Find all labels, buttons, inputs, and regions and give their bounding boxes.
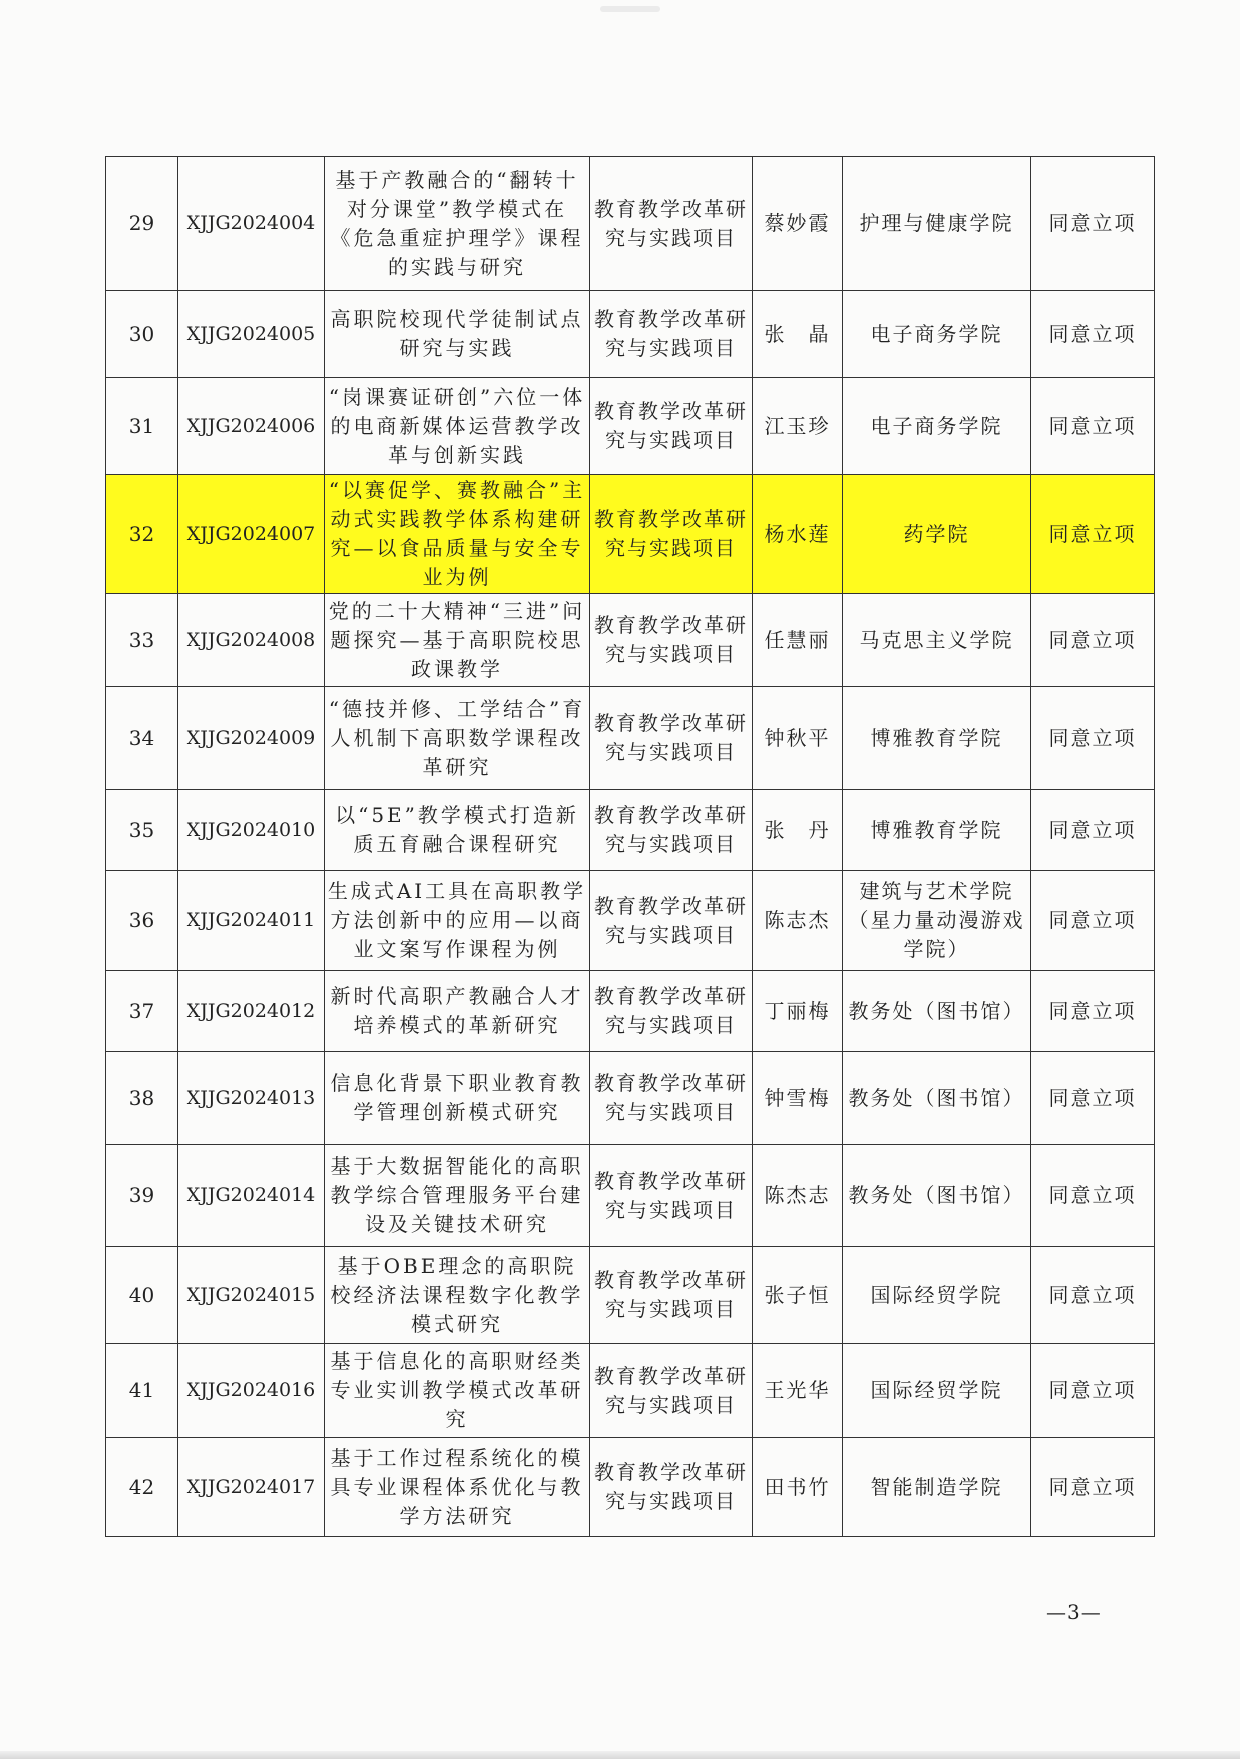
row-number: 30 bbox=[106, 291, 178, 378]
approval-result: 同意立项 bbox=[1031, 790, 1155, 871]
project-leader: 任慧丽 bbox=[753, 594, 843, 687]
row-number: 33 bbox=[106, 594, 178, 687]
college-name: 国际经贸学院 bbox=[843, 1247, 1031, 1344]
project-title: 党的二十大精神“三进”问题探究—基于高职院校思政课教学 bbox=[325, 594, 590, 687]
row-number: 32 bbox=[106, 475, 178, 594]
project-code: XJJG2024004 bbox=[178, 157, 325, 291]
row-number: 34 bbox=[106, 687, 178, 790]
table-row bbox=[106, 790, 1155, 871]
approval-result: 同意立项 bbox=[1031, 157, 1155, 291]
project-type: 教育教学改革研究与实践项目 bbox=[590, 1145, 753, 1247]
scan-artifact-top bbox=[600, 6, 660, 12]
college-name: 电子商务学院 bbox=[843, 291, 1031, 378]
project-leader: 丁丽梅 bbox=[753, 971, 843, 1052]
table-row bbox=[106, 378, 1155, 475]
table-row bbox=[106, 594, 1155, 687]
project-code: XJJG2024008 bbox=[178, 594, 325, 687]
approval-result: 同意立项 bbox=[1031, 378, 1155, 475]
project-type: 教育教学改革研究与实践项目 bbox=[590, 157, 753, 291]
table-row bbox=[106, 291, 1155, 378]
project-code: XJJG2024015 bbox=[178, 1247, 325, 1344]
project-leader: 蔡妙霞 bbox=[753, 157, 843, 291]
row-number: 35 bbox=[106, 790, 178, 871]
row-number: 40 bbox=[106, 1247, 178, 1344]
approval-result: 同意立项 bbox=[1031, 1052, 1155, 1145]
college-name: 教务处（图书馆） bbox=[843, 971, 1031, 1052]
page-number: —3— bbox=[1046, 1600, 1102, 1624]
project-title: 基于产教融合的“翻转十对分课堂”教学模式在《危急重症护理学》课程的实践与研究 bbox=[325, 157, 590, 291]
row-number: 38 bbox=[106, 1052, 178, 1145]
project-type: 教育教学改革研究与实践项目 bbox=[590, 475, 753, 594]
project-type: 教育教学改革研究与实践项目 bbox=[590, 378, 753, 475]
table-body bbox=[106, 157, 1155, 1537]
row-number: 36 bbox=[106, 871, 178, 971]
college-name: 博雅教育学院 bbox=[843, 687, 1031, 790]
project-type: 教育教学改革研究与实践项目 bbox=[590, 790, 753, 871]
table-row bbox=[106, 157, 1155, 291]
table-row bbox=[106, 871, 1155, 971]
project-title: 新时代高职产教融合人才培养模式的革新研究 bbox=[325, 971, 590, 1052]
project-leader: 张子恒 bbox=[753, 1247, 843, 1344]
project-leader: 田书竹 bbox=[753, 1438, 843, 1537]
project-leader: 钟秋平 bbox=[753, 687, 843, 790]
project-leader: 江玉珍 bbox=[753, 378, 843, 475]
row-number: 37 bbox=[106, 971, 178, 1052]
approval-result: 同意立项 bbox=[1031, 291, 1155, 378]
project-leader: 钟雪梅 bbox=[753, 1052, 843, 1145]
project-title: 基于信息化的高职财经类专业实训教学模式改革研究 bbox=[325, 1344, 590, 1438]
project-code: XJJG2024005 bbox=[178, 291, 325, 378]
project-title: 生成式AI工具在高职教学方法创新中的应用—以商业文案写作课程为例 bbox=[325, 871, 590, 971]
project-title: “以赛促学、赛教融合”主动式实践教学体系构建研究—以食品质量与安全专业为例 bbox=[325, 475, 590, 594]
project-code: XJJG2024011 bbox=[178, 871, 325, 971]
project-code: XJJG2024012 bbox=[178, 971, 325, 1052]
scan-artifact-bottom bbox=[0, 1751, 1240, 1759]
project-table bbox=[105, 156, 1155, 1537]
project-title: 高职院校现代学徒制试点研究与实践 bbox=[325, 291, 590, 378]
project-title: 基于OBE理念的高职院校经济法课程数字化教学模式研究 bbox=[325, 1247, 590, 1344]
approval-result: 同意立项 bbox=[1031, 687, 1155, 790]
college-name: 电子商务学院 bbox=[843, 378, 1031, 475]
approval-result: 同意立项 bbox=[1031, 594, 1155, 687]
project-type: 教育教学改革研究与实践项目 bbox=[590, 971, 753, 1052]
project-leader: 陈杰志 bbox=[753, 1145, 843, 1247]
project-type: 教育教学改革研究与实践项目 bbox=[590, 291, 753, 378]
project-title: “德技并修、工学结合”育人机制下高职数学课程改革研究 bbox=[325, 687, 590, 790]
project-type: 教育教学改革研究与实践项目 bbox=[590, 1247, 753, 1344]
project-type: 教育教学改革研究与实践项目 bbox=[590, 1438, 753, 1537]
project-title: 以“5E”教学模式打造新质五育融合课程研究 bbox=[325, 790, 590, 871]
approval-result: 同意立项 bbox=[1031, 1247, 1155, 1344]
approval-result: 同意立项 bbox=[1031, 1344, 1155, 1438]
project-code: XJJG2024006 bbox=[178, 378, 325, 475]
project-code: XJJG2024010 bbox=[178, 790, 325, 871]
row-number: 29 bbox=[106, 157, 178, 291]
project-code: XJJG2024014 bbox=[178, 1145, 325, 1247]
table-row bbox=[106, 1247, 1155, 1344]
project-code: XJJG2024007 bbox=[178, 475, 325, 594]
project-title: 基于大数据智能化的高职教学综合管理服务平台建设及关键技术研究 bbox=[325, 1145, 590, 1247]
project-code: XJJG2024009 bbox=[178, 687, 325, 790]
project-type: 教育教学改革研究与实践项目 bbox=[590, 687, 753, 790]
project-title: 基于工作过程系统化的模具专业课程体系优化与教学方法研究 bbox=[325, 1438, 590, 1537]
approval-result: 同意立项 bbox=[1031, 1438, 1155, 1537]
project-leader: 杨水莲 bbox=[753, 475, 843, 594]
approval-result: 同意立项 bbox=[1031, 971, 1155, 1052]
approval-result: 同意立项 bbox=[1031, 475, 1155, 594]
project-title: 信息化背景下职业教育教学管理创新模式研究 bbox=[325, 1052, 590, 1145]
project-type: 教育教学改革研究与实践项目 bbox=[590, 871, 753, 971]
college-name: 博雅教育学院 bbox=[843, 790, 1031, 871]
project-leader: 张 晶 bbox=[753, 291, 843, 378]
project-type: 教育教学改革研究与实践项目 bbox=[590, 1052, 753, 1145]
college-name: 教务处（图书馆） bbox=[843, 1052, 1031, 1145]
project-type: 教育教学改革研究与实践项目 bbox=[590, 1344, 753, 1438]
table-row bbox=[106, 1438, 1155, 1537]
approval-result: 同意立项 bbox=[1031, 871, 1155, 971]
row-number: 31 bbox=[106, 378, 178, 475]
college-name: 马克思主义学院 bbox=[843, 594, 1031, 687]
project-code: XJJG2024016 bbox=[178, 1344, 325, 1438]
project-code: XJJG2024013 bbox=[178, 1052, 325, 1145]
table-row bbox=[106, 1145, 1155, 1247]
approval-result: 同意立项 bbox=[1031, 1145, 1155, 1247]
table-row bbox=[106, 1052, 1155, 1145]
college-name: 药学院 bbox=[843, 475, 1031, 594]
project-type: 教育教学改革研究与实践项目 bbox=[590, 594, 753, 687]
project-leader: 王光华 bbox=[753, 1344, 843, 1438]
project-code: XJJG2024017 bbox=[178, 1438, 325, 1537]
project-leader: 陈志杰 bbox=[753, 871, 843, 971]
row-number: 41 bbox=[106, 1344, 178, 1438]
college-name: 护理与健康学院 bbox=[843, 157, 1031, 291]
project-leader: 张 丹 bbox=[753, 790, 843, 871]
project-title: “岗课赛证研创”六位一体的电商新媒体运营教学改革与创新实践 bbox=[325, 378, 590, 475]
table-row bbox=[106, 687, 1155, 790]
college-name: 建筑与艺术学院（星力量动漫游戏学院） bbox=[843, 871, 1031, 971]
college-name: 国际经贸学院 bbox=[843, 1344, 1031, 1438]
table-row bbox=[106, 1344, 1155, 1438]
college-name: 智能制造学院 bbox=[843, 1438, 1031, 1537]
college-name: 教务处（图书馆） bbox=[843, 1145, 1031, 1247]
table-row bbox=[106, 475, 1155, 594]
row-number: 39 bbox=[106, 1145, 178, 1247]
row-number: 42 bbox=[106, 1438, 178, 1537]
table-row bbox=[106, 971, 1155, 1052]
